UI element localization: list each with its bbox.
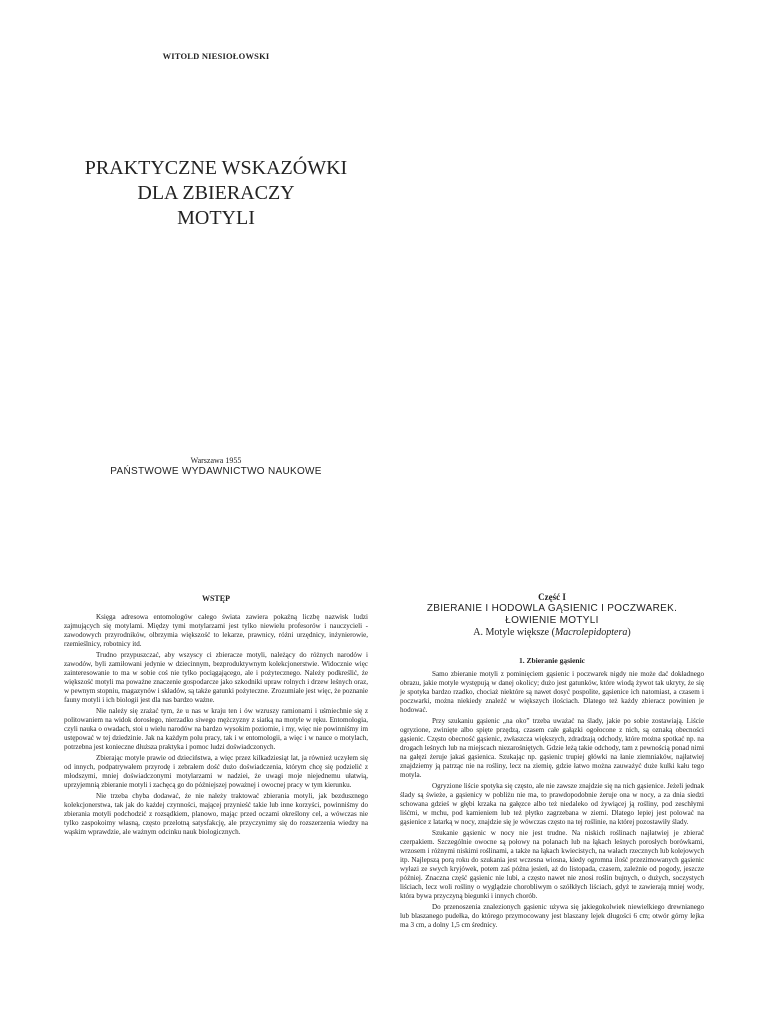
intro-paragraph: Nie należy się zrażać tym, że u nas w kraju ten i ów wzruszy ramionami i uśmiechnie się z politowaniem na widok dorosłego, nierzadko siwego mężczyzny z siatką na motyle w ręku. Entomologia, czyli nauka o owadach, stoi u wielu narodów na bardzo wysokim poziomie, i my, więc nie powinniśmy im ustępować w tej dziedzinie. Jak na każdym polu pracy, tak i w entomologii, a więc i w nauce o motylach, potrzebna jest konieczne dłuższa praktyka i pomoc ludzi doświadczonych. <box>64 707 368 751</box>
intro-paragraph: Trudno przypuszczać, aby wszyscy ci zbieracze motyli, należący do różnych narodów i zawodów, byli zamiłowani jedynie w dziecinnym, bezproduktywnym kolekcjonerstwie. Widocznie więc zainteresowanie to ma w sobie coś nie tylko pociągającego, ale i pożytecznego. Należy podkreślić, że większość motyli ma poważne znaczenie gospodarcze jako szkodniki upraw rolnych i drzew leśnych oraz, w pewnym stopniu, magazynów i składów, są także gatunki pożyteczne. Zrozumiałe jest więc, że poznanie fauny motyli i ich biologii jest dla nas bardzo ważne. <box>64 651 368 704</box>
part-title-line-2: ŁOWIENIE MOTYLI <box>505 615 599 626</box>
chapter-paragraph: Przy szukaniu gąsienic „na oko” trzeba uważać na ślady, jakie po sobie zostawiają. Liście ogryzione, zwinięte albo spięte przędzą, czasem całe gałązki ogołocone z nich, są oznaką obecności gąsienic. Często obecność gąsienic, zwłaszcza większych, zdradzają odchody, które można spotkać np. na drogach leśnych lub na miejscach niezarośniętych. Gdzie leżą takie odchody, tam z pewnością ponad nimi na gałęzi żeruje jakaś gąsienica. Szukając np. gąsienic trupiej główki na łanie ziemniaków, najłatwiej znajdziemy ją patrząc nie na rośliny, lecz na ziemię, gdzie łatwo można zauważyć duże kulki kału tego motyla. <box>400 717 704 779</box>
intro-paragraph: Zbierając motyle prawie od dzieciństwa, a więc przez kilkadziesiąt lat, ja również uczyłem się od innych, podpatrywałem przyrodę i zebrałem dość dużo doświadczenia, którym chcę się podzielić z młodszymi, mniej doświadczonymi motylarzami w nadziei, że uwagi moje niejednemu ułatwią, uprzyjemnią zbieranie motyli i zachęcą go do późniejszej poważnej i owocnej pracy w tym kierunku. <box>64 754 368 789</box>
part-subtitle <box>400 627 704 639</box>
intro-paragraph: Księga adresowa entomologów całego świata zawiera pokaźną liczbę nazwisk ludzi zajmujących się motylami. Między tymi motylarzami jest tylko niewielu profesorów i nauczycieli - zawodowych przyrodników, olbrzymia większość to lekarze, prawnicy, różni urzędnicy, inżynierowie, rzemieślnicy, robotnicy itd. <box>64 613 368 648</box>
chapter-paragraph: Samo zbieranie motyli z pominięciem gąsienic i poczwarek nigdy nie może dać dokładnego obrazu, jakie motyle występują w danej okolicy; dużo jest gatunków, które wiodą żywot tak ukryty, że się je spotyka bardzo rzadko, chociaż niektóre są nawet dosyć pospolite, gąsienice ich natomiast, a czasem i poczwarki, można niekiedy znaleźć w większych ilościach. Dlatego też każdy zbieracz powinien je hodować. <box>400 670 704 714</box>
subtitle-latin: Macrolepidoptera <box>554 627 628 638</box>
imprint-publisher: PAŃSTWOWE WYDAWNICTWO NAUKOWE <box>110 466 322 477</box>
subtitle-prefix: A. Motyle większe ( <box>473 627 555 638</box>
part-title-line-1: ZBIERANIE I HODOWLA GĄSIENIC I POCZWAREK. <box>426 603 678 614</box>
imprint-city-year: Warszawa 1955 <box>190 456 242 465</box>
chapter-heading: 1. Zbieranie gąsienic <box>518 656 586 665</box>
title-line-1: PRAKTYCZNE WSKAZÓWKI <box>84 157 348 179</box>
chapter-paragraph: Szukanie gąsienic w nocy nie jest trudne. Na niskich roślinach najłatwiej je zbierać czerpakiem. Szczególnie owocne są połowy na polanach lub na łąkach leśnych porosłych borówkami, wrzosem i różnymi niskimi roślinami, a także na łąkach kwiecistych, na wałach rzecznych lub kolejowych itp. Najlepszą porą roku do szukania jest wczesna wiosna, kiedy ogromna ilość przezimowanych gąsienic wyłazi ze swych kryjówek, potem zaś późna jesień, aż do listopada, czasem, zależnie od pogody, jeszcze później. Znaczna część gąsienic nie lubi, a często nawet nie znosi roślin bujnych, o dużych, soczystych liściach, lecz woli rośliny o wyglądzie chorobliwym o szółkłych liściach, gdyż te zawierają mniej wody, która bywa przyczyną biegunki i innych chorób. <box>400 829 704 900</box>
intro-paragraph: Nie trzeba chyba dodawać, że nie należy traktować zbierania motyli, jak bezdusznego kolekcjonerstwa, tak jak do każdej czynności, mającej przynieść takie lub inne korzyści, powinniśmy do zbierania motyli podchodzić z rozsądkiem, planowo, mając przed oczami określony cel, a wówczas nie tylko zaspokoimy własną, często przelotną satysfakcję, ale przyczynimy się do rozszerzenia wiedzy na wąskim wprawdzie, ale ważnym odcinku nauk biologicznych. <box>64 792 368 836</box>
chapter-paragraph: Ogryzione liście spotyka się często, ale nie zawsze znajdzie się na nich gąsienice. Jeżeli jednak ślady są świeże, a gąsienicy w pobliżu nie ma, to prawdopodobnie żeruje ona w nocy, a za dnia siedzi schowana gdzieś w głębi krzaka na gałęzce albo też niedaleko od żywiącej ją rośliny, pod zeschłymi liśćmi, w mchu, pod kamieniem lub też płytko zagrzebana w ziemi. Dlatego lepiej jest polować na gąsienice z latarką w nocy, znajdzie się je wówczas często na tej roślinie, na której pozostawiły ślady. <box>400 782 704 826</box>
subtitle-suffix: ) <box>627 627 631 638</box>
chapter-paragraph: Do przenoszenia znalezionych gąsienic używa się jakiegokolwiek niewielkiego drewnianego lub blaszanego pudełka, do którego przymocowany jest blaszany lejek długości 6 cm; otwór górny lejka ma 3 cm, a dolny 1,5 cm średnicy. <box>400 903 704 929</box>
intro-heading: WSTĘP <box>201 594 230 603</box>
book-title <box>0 156 432 231</box>
chapter-text <box>400 670 704 932</box>
intro-text <box>64 613 368 839</box>
title-line-2: DLA ZBIERACZY <box>137 182 295 204</box>
part-header <box>400 592 704 639</box>
title-line-3: MOTYLI <box>177 207 255 229</box>
part-label: Część I <box>538 592 566 602</box>
author-name: WITOLD NIESIOŁOWSKI <box>162 51 270 61</box>
